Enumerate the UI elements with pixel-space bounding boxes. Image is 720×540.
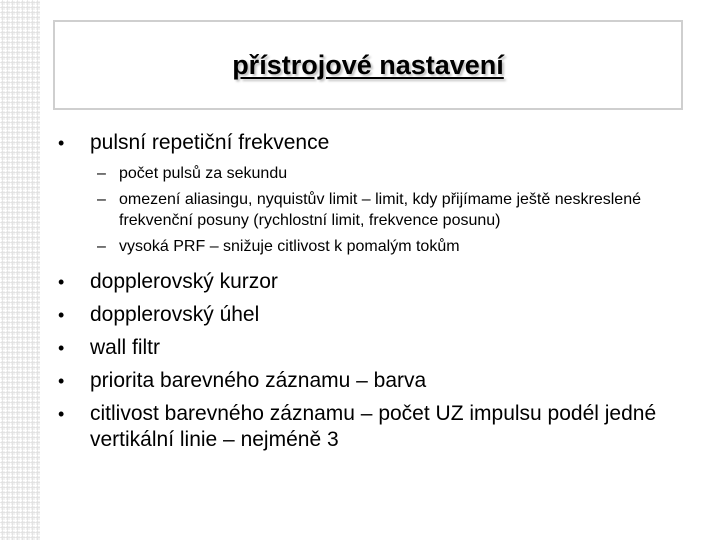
bullet-icon: • [58,133,65,153]
bullet-text: pulsní repetiční frekvence [90,131,330,154]
sub-item-text: omezení aliasingu, nyquistův limit – limit, kdy přijímame ještě neskreslené frekvenční posuny (rychlostní limit, frekvence posunu) [119,191,641,229]
bullet-item [55,401,685,453]
bullet-text: citlivost barevného záznamu – počet UZ impulsu podél jedné vertikální linie – nejméně 3 [90,402,657,451]
bullet-text: dopplerovský úhel [90,303,260,326]
bullet-item [55,130,685,156]
bullet-icon: • [58,371,65,391]
bullet-text: dopplerovský kurzor [90,270,278,293]
title-box [53,20,683,110]
sub-item-text: počet pulsů za sekundu [119,165,288,182]
slide-content [55,130,685,460]
sub-item [55,236,685,257]
bullet-icon: • [58,305,65,325]
decorative-side-pattern [0,0,40,540]
dash-icon: – [97,191,106,208]
bullet-text: wall filtr [90,336,161,359]
bullet-item [55,335,685,361]
sub-item [55,189,685,231]
sub-item-text: vysoká PRF – snižuje citlivost k pomalým tokům [119,238,460,255]
dash-icon: – [97,165,106,182]
dash-icon: – [97,238,106,255]
bullet-icon: • [58,404,65,424]
bullet-item [55,269,685,295]
slide-title: přístrojové nastavení [232,49,504,80]
sub-item [55,163,685,184]
bullet-icon: • [58,272,65,292]
bullet-item [55,302,685,328]
bullet-icon: • [58,338,65,358]
sub-list [55,163,685,257]
bullet-text: priorita barevného záznamu – barva [90,369,427,392]
bullet-item [55,368,685,394]
